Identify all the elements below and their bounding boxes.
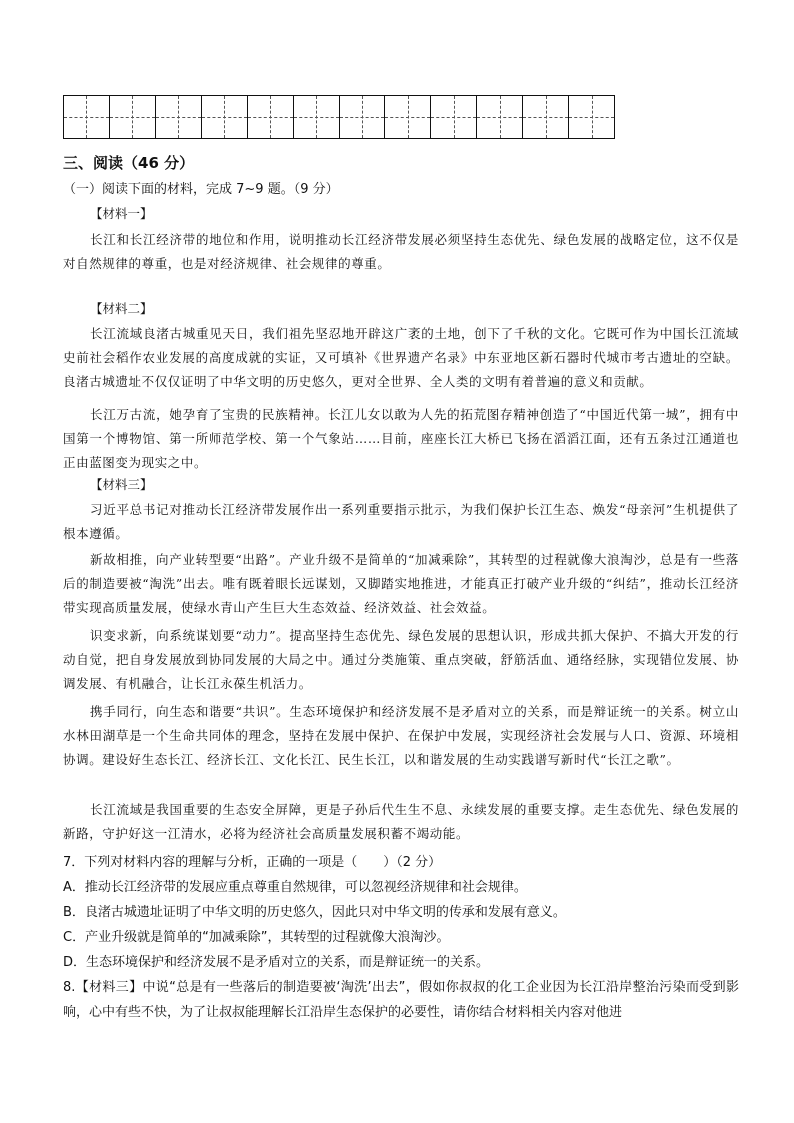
material3-para-3: 识变求新，向系统谋划要“动力”。提高坚持生态优先、绿色发展的思想认识，形成共抓大保护、不搞大开发的行动自觉，把自身发展放到协同发展的大局之中。通过分类施策、重点突破，舒筋活血、通络经脉，实现错位发展、协调发展、有机融合，让长江永葆生机活力。 — [63, 628, 739, 691]
material3-para-2: 新故相推，向产业转型要“出路”。产业升级不是简单的“加减乘除”，其转型的过程就像大浪淘沙，总是有一些落后的制造要被“淘洗”出去。唯有既着眼长远谋划，又脚踏实地推进，才能真正打破产业升级的“纠结”，推动长江经济带实现高质量发展，使绿水青山产生巨大生态效益、经济效益、社会效益。 — [63, 552, 739, 615]
grid-cell — [64, 96, 110, 138]
grid-cell — [294, 96, 340, 138]
grid-cell — [431, 96, 477, 138]
question-7-option-b: B．良渚古城遗址证明了中华文明的历史悠久，因此只对中华文明的传承和发展有意义。 — [63, 905, 566, 920]
grid-cell — [385, 96, 431, 138]
grid-cell — [340, 96, 386, 138]
question-7-option-a: A．推动长江经济带的发展应重点尊重自然规律，可以忽视经济规律和社会规律。 — [63, 880, 527, 895]
material3-para-1: 习近平总书记对推动长江经济带发展作出一系列重要指示批示，为我们保护长江生态、焕发“母亲河”生机提供了根本遵循。 — [63, 502, 739, 541]
grid-cell — [248, 96, 294, 138]
grid-cell — [569, 96, 614, 138]
material2-para-2: 长江万古流，她孕育了宝贵的民族精神。长江儿女以敢为人先的拓荒图存精神创造了“中国近代第一城”，拥有中国第一个博物馆、第一所师范学校、第一个气象站……目前，座座长江大桥已飞扬在滔滔江面，还有五条过江通道也正由蓝图变为现实之中。 — [63, 407, 739, 470]
grid-cell — [477, 96, 523, 138]
question-7-option-d: D．生态环境保护和经济发展不是矛盾对立的关系，而是辩证统一的关系。 — [63, 955, 490, 970]
grid-cell — [523, 96, 569, 138]
section-subtitle: （一）阅读下面的材料，完成 7~9 题。（9 分） — [63, 182, 339, 197]
question-7-stem: 7．下列对材料内容的理解与分析，正确的一项是（ ）（2 分） — [63, 855, 442, 870]
material3-para-4: 携手同行，向生态和谐要“共识”。生态环境保护和经济发展不是矛盾对立的关系，而是辩证统一的关系。树立山水林田湖草是一个生命共同体的理念，坚持在发展中保护、在保护中发展，实现经济社会发展与人口、资源、环境相协调。建设好生态长江、经济长江、文化长江、民生长江，以和谐发展的生动实践谱写新时代“长江之歌”。 — [63, 704, 739, 767]
material2-label: 【材料二】 — [90, 301, 153, 316]
material1-para-1: 长江和长江经济带的地位和作用，说明推动长江经济带发展必须坚持生态优先、绿色发展的战略定位，这不仅是对自然规律的尊重，也是对经济规律、社会规律的尊重。 — [63, 232, 739, 271]
material3-label: 【材料三】 — [90, 477, 153, 492]
grid-cell — [202, 96, 248, 138]
material2-para-1: 长江流域良渚古城重见天日，我们祖先坚忍地开辟这广袤的土地，创下了千秋的文化。它既可作为中国长江流域史前社会稻作农业发展的高度成就的实证，又可填补《世界遗产名录》中东亚地区新石器时代城市考古遗址的空缺。良渚古城遗址不仅仅证明了中华文明的历史悠久，更对全世界、全人类的文明有着普遍的意义和贡献。 — [63, 326, 739, 389]
section-title: 三、阅读（46 分） — [63, 154, 195, 172]
question-8-stem: 8.【材料三】中说“总是有一些落后的制造要被‘淘洗’出去”，假如你叔叔的化工企业因为长江沿岸整治污染而受到影响，心中有些不快，为了让叔叔能理解长江沿岸生态保护的必要性，请你结合材料相关内容对他进 — [63, 980, 739, 1020]
grid-cell — [156, 96, 202, 138]
writing-grid — [63, 95, 615, 139]
material1-label: 【材料一】 — [90, 206, 153, 221]
grid-cell — [110, 96, 156, 138]
question-7-option-c: C．产业升级就是简单的“加减乘除”，其转型的过程就像大浪淘沙。 — [63, 930, 450, 945]
material3-para-5: 长江流域是我国重要的生态安全屏障，更是子孙后代生生不息、永续发展的重要支撑。走生态优先、绿色发展的新路，守护好这一江清水，必将为经济社会高质量发展积蓄不竭动能。 — [63, 802, 739, 841]
